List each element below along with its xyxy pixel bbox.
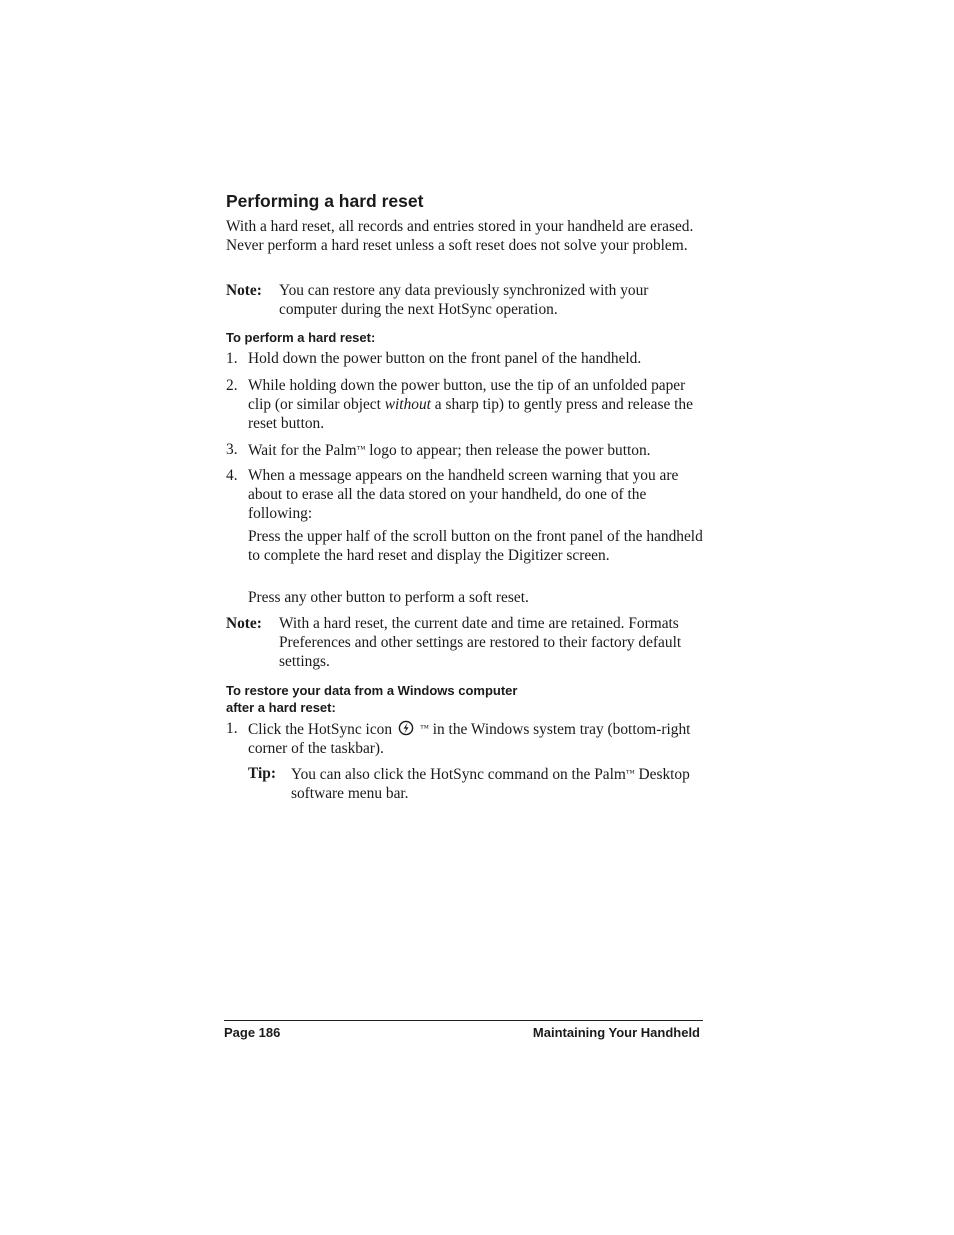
perform-heading: To perform a hard reset: — [226, 330, 376, 345]
note-label: Note: — [226, 282, 262, 299]
restore-heading-line: after a hard reset: — [226, 700, 336, 715]
step-text — [248, 719, 708, 758]
chapter-title: Maintaining Your Handheld — [532, 1025, 700, 1040]
restore-heading-line: To restore your data from a Windows computer — [226, 683, 518, 698]
step-text: Hold down the power button on the front panel of the handheld. — [248, 350, 642, 367]
tip-label: Tip: — [248, 765, 276, 782]
step-text — [248, 440, 708, 460]
step-text-part: While holding down the power button, use the tip of an unfolded paper clip (or similar object — [248, 377, 686, 413]
note-text: You can restore any data previously synchronized with your computer during the next HotSync operation. — [279, 282, 649, 318]
emphasis: without — [384, 396, 431, 413]
step-number: 4. — [226, 467, 238, 484]
step-number: 1. — [226, 720, 238, 737]
step-text: When a message appears on the handheld screen warning that you are about to erase all the data stored on your handheld, do one of the following: — [248, 467, 679, 522]
footer-rule — [224, 1020, 703, 1021]
trademark-symbol: ™ — [420, 723, 429, 733]
option-paragraph: Press any other button to perform a soft reset. — [248, 589, 529, 606]
note-text: With a hard reset, the current date and time are retained. Formats Preferences and other settings are restored to their factory default settings. — [279, 615, 682, 670]
step-text-part: Click the HotSync icon — [248, 721, 393, 738]
trademark-symbol: ™ — [356, 444, 366, 454]
tip-text — [291, 764, 708, 803]
step-text-part: in the Windows system tray (bottom-right corner of the taskbar). — [248, 721, 691, 757]
step-text-part: a sharp tip) to gently press and release the reset button. — [248, 396, 693, 432]
tip-text-part: You can also click the HotSync command on the Palm — [291, 766, 626, 783]
page-number: Page 186 — [224, 1025, 281, 1040]
step-number: 2. — [226, 377, 238, 394]
step-number: 3. — [226, 441, 238, 458]
note-label: Note: — [226, 615, 262, 632]
restore-heading — [226, 682, 517, 716]
step-text-part: Wait for the Palm — [248, 442, 357, 459]
section-title: Performing a hard reset — [226, 191, 424, 211]
option-paragraph: Press the upper half of the scroll button on the front panel of the handheld to complete the hard reset and display the Digitizer screen. — [248, 528, 703, 564]
step-number: 1. — [226, 350, 238, 367]
trademark-symbol: ™ — [625, 768, 635, 778]
intro-paragraph: With a hard reset, all records and entries stored in your handheld are erased. Never perform a hard reset unless a soft reset does not solve your problem. — [226, 218, 694, 254]
step-text-part: logo to appear; then release the power button. — [365, 442, 651, 459]
hotsync-icon — [398, 720, 414, 736]
tip-text-part: Desktop software menu bar. — [291, 766, 690, 802]
step-text — [248, 376, 708, 433]
